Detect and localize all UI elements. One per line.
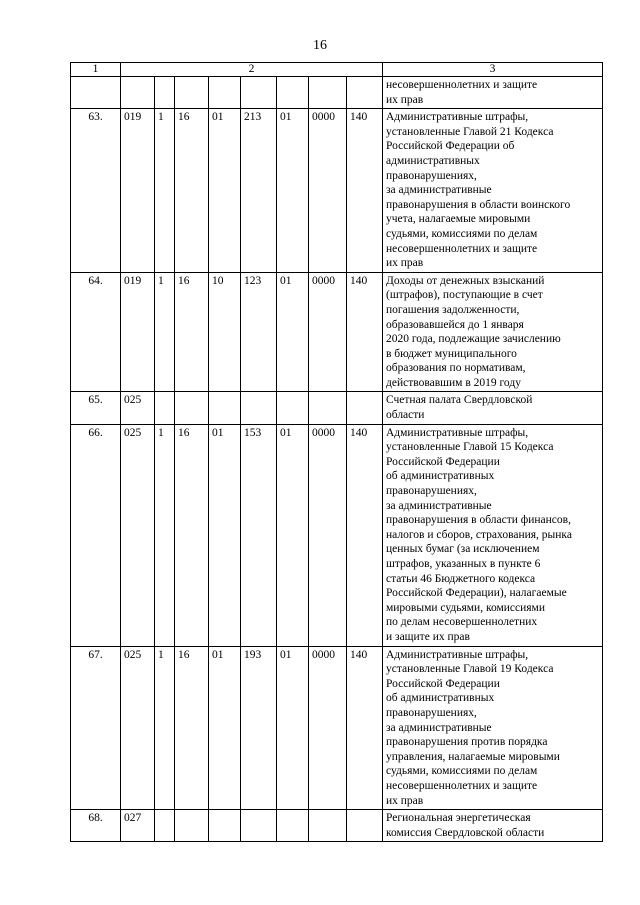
- code-classification: 140: [347, 646, 383, 810]
- code-admin: 025: [121, 424, 155, 646]
- code-subgroup: [175, 392, 209, 424]
- code-admin: 019: [121, 272, 155, 392]
- code-admin: 019: [121, 109, 155, 273]
- header-col-1: 1: [71, 63, 121, 77]
- code-admin: 025: [121, 392, 155, 424]
- code-element: [277, 810, 309, 842]
- code-classification: 140: [347, 109, 383, 273]
- code-group: 1: [155, 272, 175, 392]
- header-col-3: 3: [383, 63, 603, 77]
- code-subarticle: 193: [241, 646, 277, 810]
- description: Административные штрафы, установленные Главой 15 Кодекса Российской Федерации об административных правонарушениях, за административные правонарушения в области финансов, налогов и сборов, страхования, рынка ценных бумаг (за исключением штрафов, указанных в пункте 6 статьи 46 Бюджетного кодекса Российской Федерации), налагаемые мировыми судьями, комиссиями по делам несовершеннолетних и защите их прав: [383, 424, 603, 646]
- description: Административные штрафы, установленные Главой 21 Кодекса Российской Федерации об административных правонарушениях, за административные правонарушения в области воинского учета, налагаемые мировыми судьями, комиссиями по делам несовершеннолетних и защите их прав: [383, 109, 603, 273]
- code-article: 01: [209, 424, 241, 646]
- code-subarticle: [241, 392, 277, 424]
- cell-empty: [175, 77, 209, 109]
- header-col-2: 2: [121, 63, 383, 77]
- table-row: [71, 272, 603, 392]
- code-group: 1: [155, 646, 175, 810]
- code-subarticle: 123: [241, 272, 277, 392]
- table-row: [71, 424, 603, 646]
- cell-empty: [209, 77, 241, 109]
- code-subarticle: 213: [241, 109, 277, 273]
- code-group: [155, 810, 175, 842]
- code-subgroup: 16: [175, 646, 209, 810]
- code-admin: 027: [121, 810, 155, 842]
- description: Счетная палата Свердловской области: [383, 392, 603, 424]
- code-group: 1: [155, 109, 175, 273]
- code-group: [155, 392, 175, 424]
- code-element: 01: [277, 424, 309, 646]
- code-subarticle: [241, 810, 277, 842]
- code-article: [209, 810, 241, 842]
- table-row: [71, 392, 603, 424]
- cell-empty: [155, 77, 175, 109]
- table-row: [71, 646, 603, 810]
- code-classification: 140: [347, 424, 383, 646]
- code-subarticle: 153: [241, 424, 277, 646]
- code-element: 01: [277, 109, 309, 273]
- code-subgroup: [175, 810, 209, 842]
- row-number: 63.: [71, 109, 121, 273]
- row-number: 66.: [71, 424, 121, 646]
- cell-empty: [277, 77, 309, 109]
- row-number: 67.: [71, 646, 121, 810]
- code-article: 10: [209, 272, 241, 392]
- code-subgroup: 16: [175, 109, 209, 273]
- code-subgroup: 16: [175, 272, 209, 392]
- continuation-text: несовершеннолетних и защите их прав: [383, 77, 603, 109]
- code-article: 01: [209, 109, 241, 273]
- code-element: [277, 392, 309, 424]
- cell-empty: [71, 77, 121, 109]
- code-element: 01: [277, 272, 309, 392]
- description: Региональная энергетическая комиссия Свердловской области: [383, 810, 603, 842]
- code-program: 0000: [309, 646, 347, 810]
- code-subgroup: 16: [175, 424, 209, 646]
- code-program: 0000: [309, 424, 347, 646]
- continuation-row: [71, 77, 603, 109]
- cell-empty: [309, 77, 347, 109]
- cell-empty: [241, 77, 277, 109]
- code-program: [309, 392, 347, 424]
- code-element: 01: [277, 646, 309, 810]
- budget-codes-table: [70, 62, 603, 842]
- code-classification: 140: [347, 272, 383, 392]
- row-number: 64.: [71, 272, 121, 392]
- page-number: 16: [313, 38, 327, 53]
- code-classification: [347, 810, 383, 842]
- cell-empty: [121, 77, 155, 109]
- code-classification: [347, 392, 383, 424]
- row-number: 65.: [71, 392, 121, 424]
- code-program: [309, 810, 347, 842]
- code-article: [209, 392, 241, 424]
- code-article: 01: [209, 646, 241, 810]
- code-group: 1: [155, 424, 175, 646]
- row-number: 68.: [71, 810, 121, 842]
- table-header-row: [71, 63, 603, 77]
- code-program: 0000: [309, 272, 347, 392]
- code-program: 0000: [309, 109, 347, 273]
- table-row: [71, 109, 603, 273]
- table-row: [71, 810, 603, 842]
- code-admin: 025: [121, 646, 155, 810]
- cell-empty: [347, 77, 383, 109]
- description: Доходы от денежных взысканий (штрафов), поступающие в счет погашения задолженности, образовавшейся до 1 января 2020 года, подлежащие зачислению в бюджет муниципального образования по нормативам, действовавшим в 2019 году: [383, 272, 603, 392]
- description: Административные штрафы, установленные Главой 19 Кодекса Российской Федерации об административных правонарушениях, за административные правонарушения против порядка управления, налагаемые мировыми судьями, комиссиями по делам несовершеннолетних и защите их прав: [383, 646, 603, 810]
